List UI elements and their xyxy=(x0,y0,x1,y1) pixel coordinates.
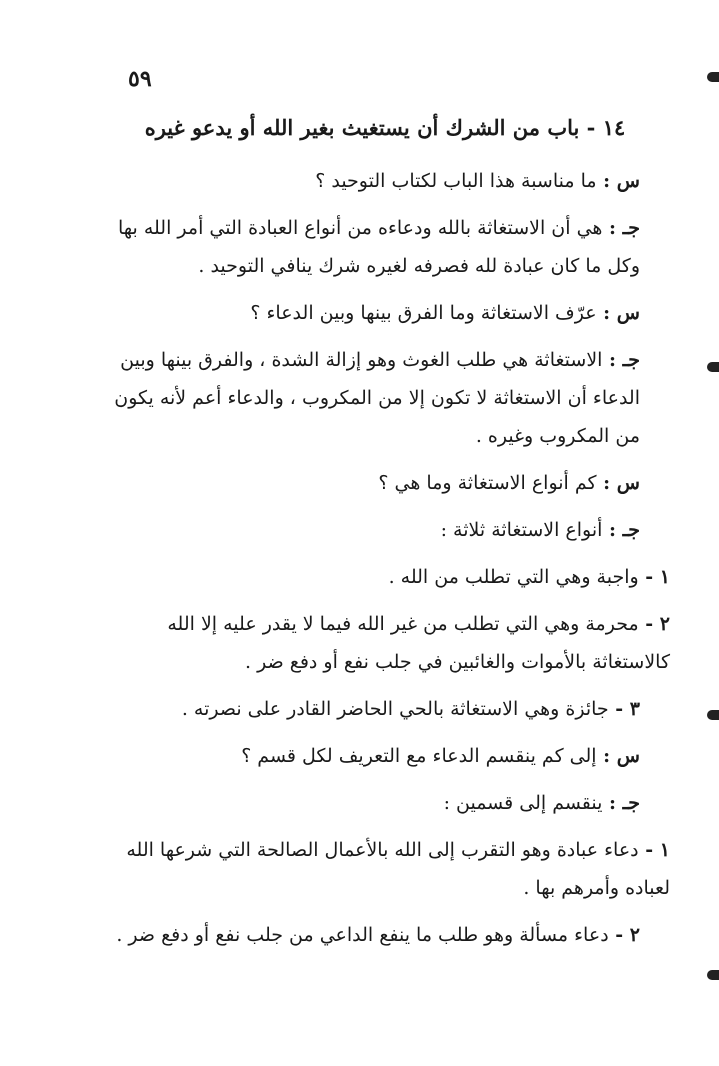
question-label: س : xyxy=(596,745,640,767)
edge-mark xyxy=(707,72,719,82)
numbered-item xyxy=(100,558,670,596)
numbered-item xyxy=(100,916,670,954)
paragraph-text: كم أنواع الاستغاثة وما هي ؟ xyxy=(378,472,597,494)
question-label: س : xyxy=(596,170,640,192)
answer-paragraph xyxy=(100,784,670,822)
paragraph-text: ما مناسبة هذا الباب لكتاب التوحيد ؟ xyxy=(315,170,597,192)
item-number: ١ - xyxy=(638,566,670,588)
numbered-item xyxy=(100,690,670,728)
paragraph-text: محرمة وهي التي تطلب من غير الله فيما لا يقدر عليه إلا الله كالاستغاثة بالأموات والغائبين في جلب نفع أو دفع ضر . xyxy=(167,613,670,673)
question-label: س : xyxy=(596,472,640,494)
paragraph-text: دعاء عبادة وهو التقرب إلى الله بالأعمال الصالحة التي شرعها الله لعباده وأمرهم بها . xyxy=(126,839,670,899)
paragraph-text: هي أن الاستغاثة بالله ودعاءه من أنواع العبادة التي أمر الله بها وكل ما كان عبادة لله فصرفه لغيره شرك ينافي التوحيد . xyxy=(117,217,640,277)
numbered-item xyxy=(100,831,670,907)
question-paragraph xyxy=(100,294,670,332)
answer-paragraph xyxy=(100,209,670,285)
paragraph-text: إلى كم ينقسم الدعاء مع التعريف لكل قسم ؟ xyxy=(241,745,597,767)
answer-paragraph xyxy=(100,341,670,455)
answer-label: جـ : xyxy=(602,217,640,239)
answer-paragraph xyxy=(100,511,670,549)
question-paragraph xyxy=(100,162,670,200)
item-number: ٢ - xyxy=(608,924,640,946)
paragraph-text: دعاء مسألة وهو طلب ما ينفع الداعي من جلب نفع أو دفع ضر . xyxy=(116,924,609,946)
paragraph-text: الاستغاثة هي طلب الغوث وهو إزالة الشدة ، والفرق بينها وبين الدعاء أن الاستغاثة لا تكون إلا من المكروب ، والدعاء أعم لأنه يكون من المكروب وغيره . xyxy=(114,349,640,447)
paragraph-text: جائزة وهي الاستغاثة بالحي الحاضر القادر على نصرته . xyxy=(181,698,609,720)
answer-label: جـ : xyxy=(602,519,640,541)
answer-label: جـ : xyxy=(602,349,640,371)
paragraph-text: ينقسم إلى قسمين : xyxy=(443,792,603,814)
paragraph-text: عرّف الاستغاثة وما الفرق بينها وبين الدعاء ؟ xyxy=(250,302,597,324)
question-paragraph xyxy=(100,464,670,502)
item-number: ٣ - xyxy=(608,698,640,720)
question-label: س : xyxy=(596,302,640,324)
chapter-title: ١٤ - باب من الشرك أن يستغيث بغير الله أو يدعو غيره xyxy=(144,115,626,140)
edge-mark xyxy=(707,362,719,372)
page-content xyxy=(100,108,670,963)
item-number: ١ - xyxy=(638,839,670,861)
edge-mark xyxy=(707,710,719,720)
paragraph-text: واجبة وهي التي تطلب من الله . xyxy=(388,566,639,588)
text-blocks xyxy=(100,162,670,954)
question-paragraph xyxy=(100,737,670,775)
paragraph-text: أنواع الاستغاثة ثلاثة : xyxy=(440,519,603,541)
numbered-item xyxy=(100,605,670,681)
edge-mark xyxy=(707,970,719,980)
page-number: ٥٩ xyxy=(128,66,152,92)
answer-label: جـ : xyxy=(602,792,640,814)
item-number: ٢ - xyxy=(638,613,670,635)
